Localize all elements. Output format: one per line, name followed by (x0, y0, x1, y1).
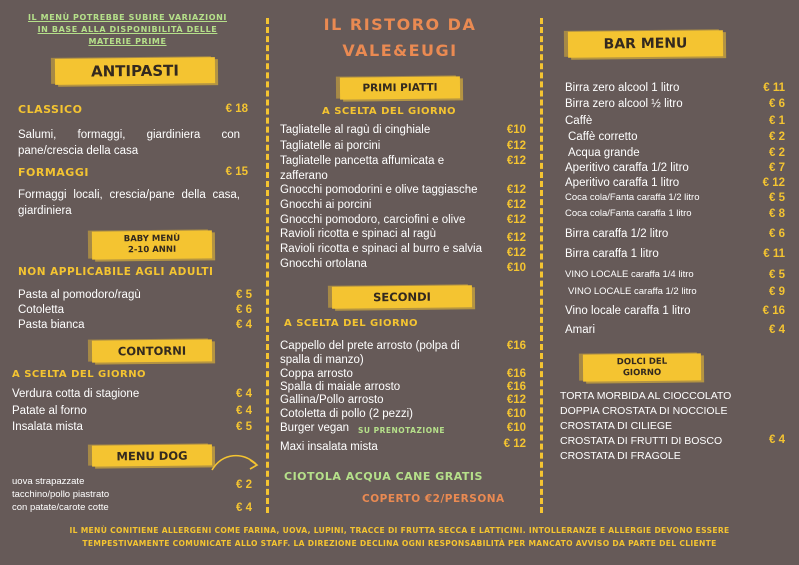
primi-item: Gnocchi ortolana (280, 258, 367, 270)
bar-item-price: € 5 (769, 192, 785, 204)
notice-line: IL MENÙ POTREBBE SUBIRE VARIAZIONI (27, 13, 227, 22)
bar-item: Caffè corretto (568, 131, 638, 143)
secondi-item: Coppa arrosto (280, 368, 353, 380)
dolci-item: CROSTATA DI CILIEGE (560, 420, 673, 432)
secondi-item: Maxi insalata mista (280, 441, 378, 453)
secondi-item: Cotoletta di pollo (2 pezzi) (280, 408, 413, 420)
secondi-item: Gallina/Pollo arrosto (280, 394, 384, 406)
secondi-item: Burger vegan (280, 422, 350, 434)
bar-item-price: € 12 (762, 177, 785, 189)
secondi-item-price: €16 (506, 368, 526, 380)
contorni-item-price: € 4 (236, 405, 252, 417)
baby-item-price: € 5 (236, 289, 252, 301)
prenotazione-note: SU PRENOTAZIONE (358, 426, 445, 435)
primi-item-price: €10 (506, 262, 526, 274)
bar-item: Acqua grande (568, 147, 640, 159)
footer-line: IL MENÙ CONITIENE ALLERGENI COME FARINA, UOVA, LUPINI, TRACCE DI FRUTTA SECCA E LATTICINI. INTOLLERANZE E ALLERGIE DEVONO ESSERE (69, 526, 730, 535)
primi-item-price: €12 (506, 247, 526, 259)
column-divider-right (540, 18, 543, 513)
dog-item: uova strapazzate (12, 476, 85, 487)
contorni-item: Insalata mista (12, 421, 83, 433)
bar-item-price: € 7 (769, 162, 785, 174)
dog-item-price: € 4 (236, 502, 252, 514)
notice-line: MATERIE PRIME (88, 37, 167, 46)
dolci-price: € 4 (769, 434, 785, 446)
bar-menu-heading: BAR MENU (568, 30, 723, 58)
baby-item: Pasta al pomodoro/ragù (18, 289, 141, 301)
primi-item-price: €12 (506, 214, 526, 226)
bar-item-price: € 8 (769, 208, 785, 220)
primi-item: Gnocchi pomodoro, carciofini e olive (280, 214, 466, 226)
dolci-item: TORTA MORBIDA AL CIOCCOLATO (560, 390, 732, 402)
bar-item: Amari (565, 324, 596, 336)
bar-item-price: € 2 (769, 131, 785, 143)
dog-item-price: € 2 (236, 479, 252, 491)
notice-line: IN BASE ALLA DISPONIBILITÀ DELLE (37, 25, 218, 34)
bar-item: VINO LOCALE caraffa 1/2 litro (568, 286, 697, 297)
primi-item-price: €12 (506, 199, 526, 211)
secondi-item-price: €16 (506, 381, 526, 393)
primi-item: Ravioli ricotta e spinaci al ragù (280, 228, 436, 240)
ciotola-note: CIOTOLA ACQUA CANE GRATIS (284, 470, 483, 483)
secondi-item-price: €10 (506, 408, 526, 420)
secondi-item-price: €16 (506, 340, 526, 352)
bar-item-price: € 2 (769, 147, 785, 159)
bar-item-price: € 11 (763, 82, 785, 94)
primi-item: Ravioli ricotta e spinaci al burro e salvia (280, 243, 482, 255)
formaggi-desc: Formaggi locali, crescia/pane della casa, giardiniera (18, 189, 240, 217)
baby-item: Cotoletta (18, 304, 65, 316)
bar-item-price: € 6 (769, 228, 785, 240)
bar-item: Birra caraffa 1 litro (565, 248, 659, 260)
allergen-footer (0, 524, 799, 550)
secondi-subheading: A SCELTA DEL GIORNO (284, 318, 419, 329)
secondi-item-price: €10 (506, 422, 526, 434)
title-line: IL RISTORO DA (323, 15, 477, 34)
secondi-item: spalla di manzo) (280, 354, 364, 366)
dog-item: tacchino/pollo piastrato (12, 489, 110, 500)
classico-price: € 18 (225, 103, 248, 115)
baby-heading-line: BABY MENÙ (123, 233, 181, 245)
bar-item: Aperitivo caraffa 1 litro (565, 177, 680, 189)
antipasti-heading: ANTIPASTI (55, 57, 215, 85)
bar-item: Aperitivo caraffa 1/2 litro (565, 162, 689, 174)
restaurant-title (290, 12, 510, 64)
secondi-item-price: € 12 (503, 438, 526, 450)
primi-item-price: €12 (506, 232, 526, 244)
bar-item-price: € 5 (769, 269, 785, 281)
bar-item: Birra zero alcool ½ litro (565, 98, 683, 110)
baby-menu-note: NON APPLICABILE AGLI ADULTI (18, 266, 214, 278)
dolci-heading-line: DOLCI DEL (616, 356, 668, 367)
formaggi-price: € 15 (225, 166, 248, 178)
primi-item: Gnocchi pomodorini e olive taggiasche (280, 184, 478, 196)
secondi-item-price: €12 (506, 394, 526, 406)
bar-item-price: € 11 (763, 248, 785, 260)
primi-item-price: €12 (506, 155, 526, 167)
primi-item: zafferano (280, 170, 328, 182)
primi-item-price: €12 (506, 140, 526, 152)
bar-item: Birra zero alcool 1 litro (565, 82, 680, 94)
primi-subheading: A SCELTA DEL GIORNO (322, 106, 457, 117)
dolci-item: CROSTATA DI FRAGOLE (560, 450, 681, 462)
secondi-heading: SECONDI (332, 285, 472, 308)
secondi-item: Spalla di maiale arrosto (280, 381, 401, 393)
secondi-item: Cappello del prete arrosto (polpa di (280, 340, 460, 352)
column-divider-left (266, 18, 269, 513)
contorni-item-price: € 4 (236, 388, 252, 400)
primi-item: Gnocchi ai porcini (280, 199, 372, 211)
dolci-heading-line: GIORNO (622, 367, 662, 378)
footer-line: TEMPESTIVAMENTE COMUNICATE ALLO STAFF. LA DIREZIONE DECLINA OGNI RESPONSABILITÀ PER MANCATO AVVISO DA PARTE DEL CLIENTE (82, 539, 717, 548)
title-line: VALE&EUGI (342, 41, 458, 60)
primi-item: Tagliatelle al ragù di cinghiale (280, 124, 431, 136)
baby-item-price: € 6 (236, 304, 252, 316)
bar-item: Coca cola/Fanta caraffa 1 litro (565, 208, 692, 219)
primi-item-price: €12 (506, 184, 526, 196)
availability-notice (20, 12, 235, 48)
bar-item-price: € 4 (769, 324, 785, 336)
primi-heading: PRIMI PIATTI (340, 76, 460, 99)
bar-item: Caffè (565, 115, 593, 127)
classico-desc: Salumi, formaggi, giardiniera con pane/crescia della casa (18, 129, 240, 157)
bar-item-price: € 1 (769, 115, 785, 127)
contorni-item: Patate al forno (12, 405, 87, 417)
formaggi-label: FORMAGGI (18, 166, 89, 179)
baby-item: Pasta bianca (18, 319, 85, 331)
dolci-heading (583, 353, 701, 381)
contorni-heading: CONTORNI (92, 339, 212, 362)
primi-item: Tagliatelle pancetta affumicata e (280, 155, 445, 167)
bar-item: Vino locale caraffa 1 litro (565, 305, 691, 317)
baby-item-price: € 4 (236, 319, 252, 331)
dolci-item: DOPPIA CROSTATA DI NOCCIOLE (560, 405, 728, 417)
coperto-note: COPERTO €2/PERSONA (362, 493, 505, 505)
primi-item: Tagliatelle ai porcini (280, 140, 381, 152)
bar-item: Coca cola/Fanta caraffa 1/2 litro (565, 192, 700, 203)
baby-heading-line: 2-10 ANNI (127, 244, 177, 256)
contorni-subheading: A SCELTA DEL GIORNO (12, 369, 147, 380)
contorni-item-price: € 5 (236, 421, 252, 433)
classico-label: CLASSICO (18, 103, 83, 116)
bar-item: Birra caraffa 1/2 litro (565, 228, 669, 240)
curved-arrow-icon (208, 450, 268, 480)
contorni-item: Verdura cotta di stagione (12, 388, 140, 400)
menu-dog-heading: MENU DOG (92, 444, 212, 466)
primi-item-price: €10 (506, 124, 526, 136)
bar-item-price: € 16 (762, 305, 785, 317)
bar-item-price: € 6 (769, 98, 785, 110)
dog-item: con patate/carote cotte (12, 502, 109, 513)
dolci-item: CROSTATA DI FRUTTI DI BOSCO (560, 435, 723, 447)
bar-item-price: € 9 (769, 286, 785, 298)
baby-menu-heading (92, 230, 212, 259)
bar-item: VINO LOCALE caraffa 1/4 litro (565, 269, 694, 280)
